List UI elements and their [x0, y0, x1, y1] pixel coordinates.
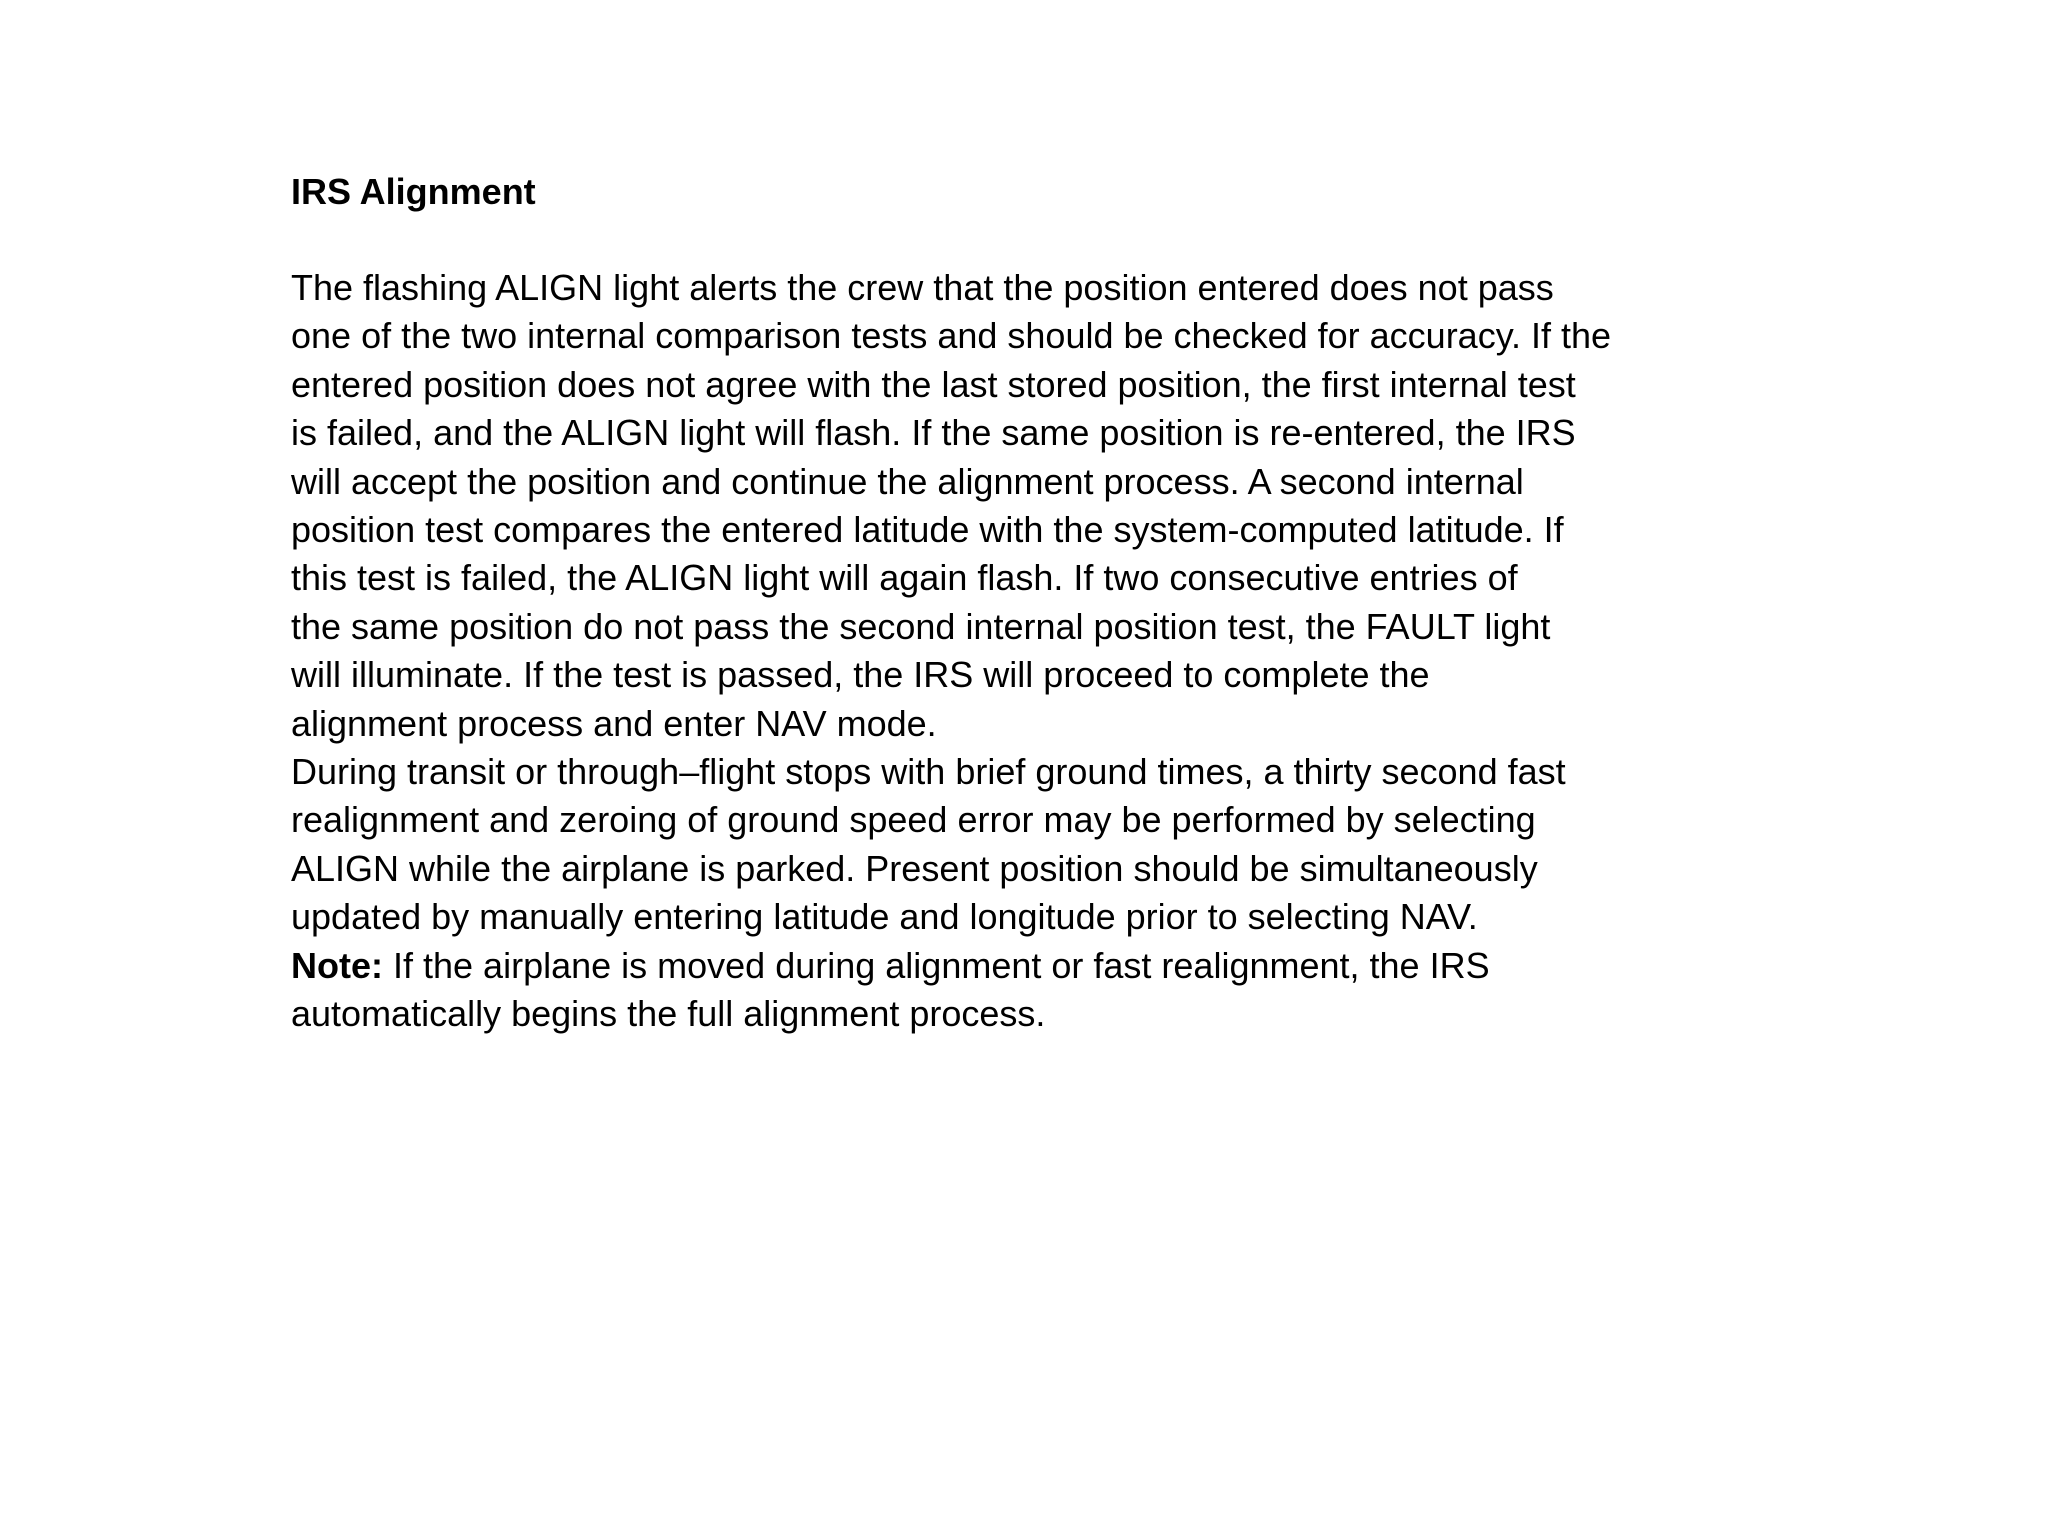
- note-line: automatically begins the full alignment process.: [291, 993, 1046, 1035]
- text-line: The flashing ALIGN light alerts the crew that the position entered does not pass: [291, 267, 1554, 308]
- text-line: one of the two internal comparison tests and should be checked for accuracy. If the: [291, 315, 1612, 357]
- paragraph-fast-realignment: [291, 748, 1711, 942]
- text-line: ALIGN while the airplane is parked. Present position should be simultaneously: [291, 847, 1538, 889]
- text-line: is failed, and the ALIGN light will flash. If the same position is re-entered, the IRS: [291, 412, 1576, 454]
- note-line: [291, 942, 1711, 990]
- text-line: realignment and zeroing of ground speed error may be performed by selecting: [291, 799, 1536, 841]
- document-body: [291, 168, 1711, 1039]
- text-line: this test is failed, the ALIGN light will again flash. If two consecutive entries of: [291, 557, 1518, 599]
- text-line: position test compares the entered latitude with the system-computed latitude. If: [291, 509, 1564, 551]
- note-block: [291, 942, 1711, 1039]
- note-text: If the airplane is moved during alignment or fast realignment, the IRS: [383, 944, 1490, 986]
- text-line: will illuminate. If the test is passed, the IRS will proceed to complete the: [291, 654, 1430, 696]
- text-line: the same position do not pass the second internal position test, the FAULT light: [291, 605, 1551, 647]
- page-title: IRS Alignment: [291, 171, 536, 212]
- text-line: During transit or through–flight stops with brief ground times, a thirty second fast: [291, 751, 1566, 793]
- text-line: entered position does not agree with the last stored position, the first internal test: [291, 363, 1576, 405]
- text-line: will accept the position and continue the alignment process. A second internal: [291, 460, 1524, 502]
- text-line: updated by manually entering latitude and longitude prior to selecting NAV.: [291, 896, 1478, 938]
- paragraph-align-light: [291, 264, 1711, 748]
- text-line: alignment process and enter NAV mode.: [291, 702, 937, 744]
- note-label: Note:: [291, 944, 383, 986]
